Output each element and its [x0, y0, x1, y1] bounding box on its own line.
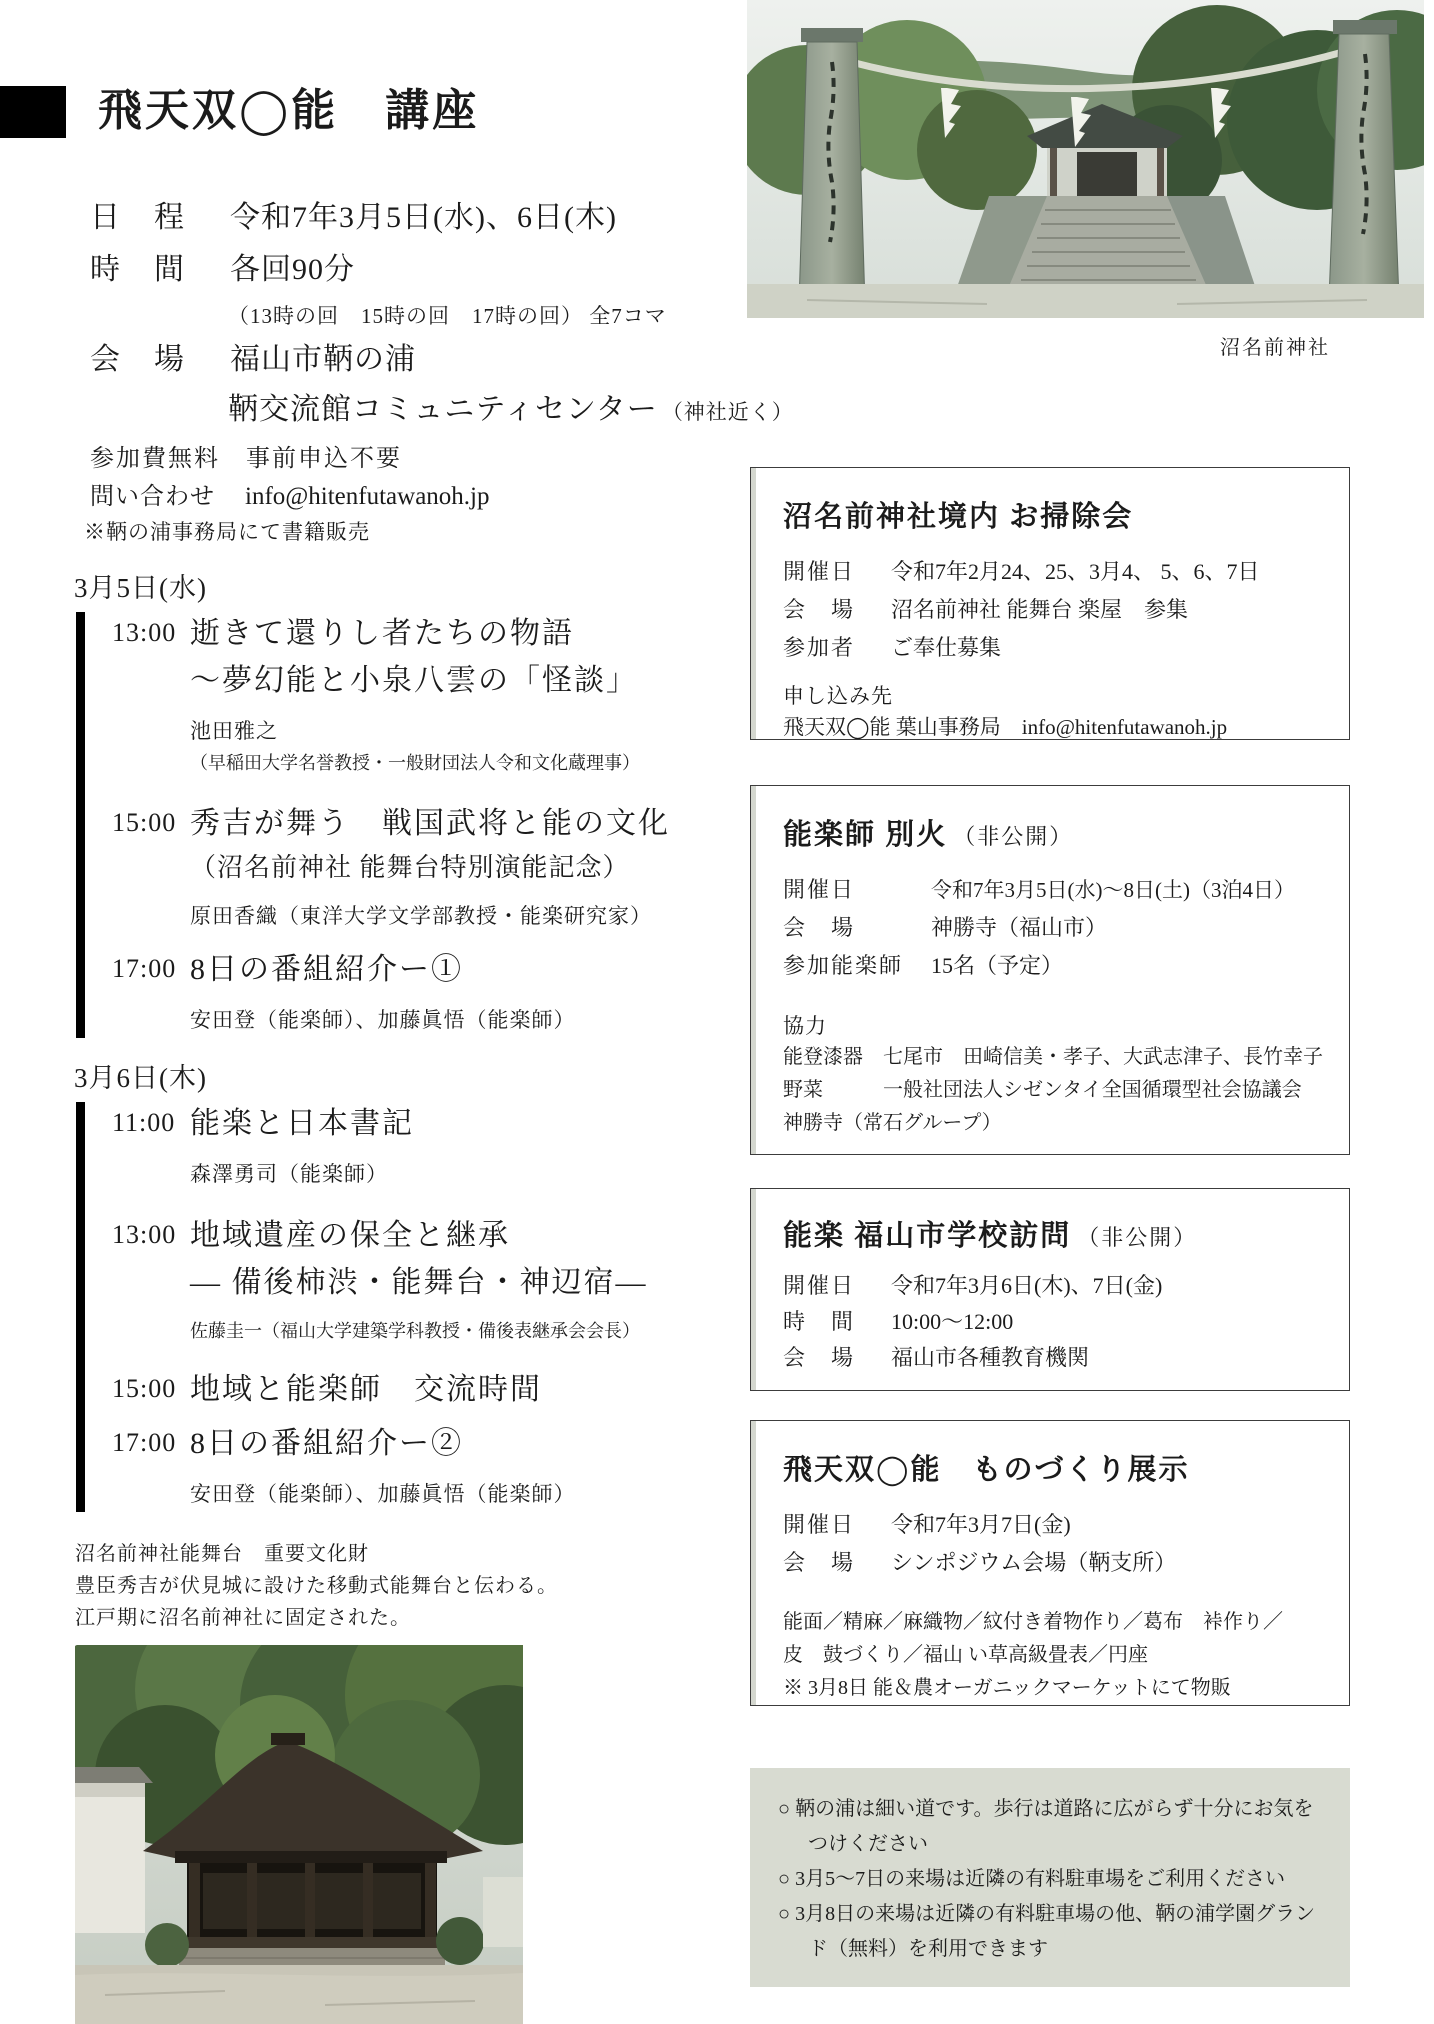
- row-label: 会 場: [783, 1550, 856, 1575]
- contact-row: [90, 476, 490, 511]
- coop-line: 能登漆器 七尾市 田崎信美・孝子、大武志津子、長竹幸子: [783, 1046, 1323, 1068]
- note-item: ○ 3月8日の来場は近隣の有料駐車場の他、鞆の浦学園グランド（無料）を利用できます: [778, 1903, 1316, 1960]
- exhibit-items-line: 能面／精麻／麻織物／紋付き着物作り／葛布 裃作り／: [783, 1611, 1283, 1633]
- exhibit-items-line: 皮 鼓づくり／福山 い草高級畳表／円座: [783, 1644, 1148, 1666]
- event-speaker: 原田香織（東洋大学文学部教授・能楽研究家）: [190, 904, 652, 928]
- time-label: 時 間: [90, 253, 186, 286]
- event-title: 8日の番組紹介ー②: [190, 1427, 463, 1460]
- note-item: ○ 3月5～7日の来場は近隣の有料駐車場をご利用ください: [778, 1868, 1286, 1890]
- row-value: 沼名前神社 能舞台 楽屋 参集: [891, 597, 1189, 622]
- row-label: 参加者: [783, 635, 856, 660]
- venue-row: [90, 334, 416, 378]
- row-label: 会 場: [783, 915, 856, 940]
- row-value: シンポジウム会場（鞆支所）: [891, 1550, 1177, 1575]
- event-d2-1100: [112, 1100, 692, 1189]
- box-row: [783, 553, 1325, 591]
- box-bekka: [750, 785, 1350, 1155]
- coop-label: 協力: [783, 1014, 827, 1038]
- event-time: 17:00: [112, 954, 177, 983]
- box-row: [783, 1544, 1325, 1582]
- row-label: 参加能楽師: [783, 953, 904, 978]
- shrine-photo: [747, 0, 1424, 318]
- event-d1-1300: [112, 610, 692, 776]
- row-label: 開催日: [783, 1273, 856, 1298]
- event-speaker-affiliation: （早稲田大学名誉教授・一般財団法人令和文化蔵理事）: [190, 753, 640, 773]
- contact-label: 問い合わせ: [90, 484, 215, 510]
- box-row: [783, 629, 1325, 667]
- box-row: [783, 871, 1325, 909]
- market-note: ※ 3月8日 能＆農オーガニックマーケットにて物販: [783, 1677, 1231, 1699]
- shrine-illustration: [747, 0, 1424, 318]
- row-label: 時 間: [783, 1309, 856, 1334]
- row-value: 令和7年3月7日(金): [891, 1512, 1071, 1537]
- row-label: 開催日: [783, 559, 856, 584]
- stage-note-line2: 豊臣秀吉が伏見城に設けた移動式能舞台と伝わる。: [75, 1575, 558, 1597]
- venue-line2-row: [228, 384, 794, 428]
- box-heading: [783, 812, 1325, 853]
- box-heading-note: （非公開）: [953, 824, 1074, 849]
- time-value: 各回90分: [230, 253, 355, 286]
- box-heading-text: 能楽師 別火: [783, 819, 948, 851]
- event-speaker: 安田登（能楽師）、加藤眞悟（能楽師）: [190, 1482, 576, 1506]
- day2-bar: [76, 1102, 85, 1512]
- stage-note-line1: 沼名前神社能舞台 重要文化財: [75, 1543, 369, 1565]
- row-value: 令和7年3月6日(木)、7日(金): [891, 1273, 1163, 1298]
- box-row: [783, 591, 1325, 629]
- event-time: 13:00: [112, 618, 177, 647]
- note-item: ○ 鞆の浦は細い道です。歩行は道路に広がらず十分にお気をつけください: [778, 1798, 1314, 1855]
- box-row: [783, 1506, 1325, 1544]
- event-speaker: 池田雅之: [190, 719, 278, 743]
- box-row: [783, 1340, 1325, 1376]
- box-craft-exhibition: [750, 1420, 1350, 1706]
- event-title: 地域と能楽師 交流時間: [190, 1373, 542, 1406]
- row-label: 開催日: [783, 1512, 856, 1537]
- event-time: 11:00: [112, 1108, 176, 1137]
- fee-line: 参加費無料 事前申込不要: [90, 446, 402, 472]
- event-title: 地域遺産の保全と継承: [190, 1219, 510, 1252]
- box-heading: 沼名前神社境内 お掃除会: [783, 501, 1134, 533]
- schedule-value: 令和7年3月5日(水)、6日(木): [230, 201, 617, 234]
- box-row: [783, 947, 1325, 985]
- torii-pillar-left: [799, 28, 865, 305]
- venue-line2: 鞆交流館コミュニティセンター: [228, 393, 658, 426]
- row-value: 15名（予定）: [931, 953, 1064, 978]
- event-subtitle: （沼名前神社 能舞台特別演能記念）: [190, 853, 630, 882]
- event-title: 逝きて還りし者たちの物語: [190, 617, 574, 650]
- box-heading: [783, 1213, 1325, 1254]
- event-d2-1300: [112, 1212, 692, 1344]
- event-d1-1700: [112, 946, 692, 1035]
- day2-header: 3月6日(木): [74, 1063, 207, 1093]
- visitor-notes-box: [750, 1768, 1350, 1987]
- venue-label: 会 場: [90, 343, 186, 376]
- event-title: 秀吉が舞う 戦国武将と能の文化: [190, 807, 670, 840]
- box-cleaning-event: [750, 467, 1350, 740]
- day1-header: 3月5日(水): [74, 573, 207, 603]
- stage-note: [75, 1538, 558, 1634]
- book-sale-note: ※鞆の浦事務局にて書籍販売: [84, 520, 370, 544]
- box-heading-text: 能楽 福山市学校訪問: [783, 1220, 1072, 1252]
- event-title-line2: ～夢幻能と小泉八雲の「怪談」: [190, 664, 638, 697]
- row-label: 会 場: [783, 1345, 856, 1370]
- day1-bar: [76, 612, 85, 1038]
- noh-stage-photo: [75, 1645, 523, 2024]
- event-time: 17:00: [112, 1428, 177, 1457]
- row-value: 神勝寺（福山市）: [931, 915, 1108, 940]
- apply-label: 申し込み先: [783, 684, 893, 708]
- row-value: 福山市各種教育機関: [891, 1345, 1090, 1370]
- torii-pillar-right: [1329, 20, 1399, 300]
- box-row: [783, 1304, 1325, 1340]
- apply-contact: 飛天双◯能 葉山事務局 info@hitenfutawanoh.jp: [783, 715, 1228, 739]
- row-value: ご奉仕募集: [891, 635, 1002, 660]
- row-label: 開催日: [783, 877, 856, 902]
- event-speaker: 佐藤圭一（福山大学建築学科教授・備後表継承会会長）: [190, 1321, 640, 1341]
- row-value: 令和7年2月24、25、3月4、 5、6、7日: [891, 559, 1260, 584]
- box-row: [783, 1268, 1325, 1304]
- event-d1-1500: [112, 800, 692, 931]
- event-time: 15:00: [112, 1374, 177, 1403]
- event-time: 13:00: [112, 1220, 177, 1249]
- schedule-row: [90, 192, 617, 236]
- row-value: 令和7年3月5日(水)～8日(土)（3泊4日）: [931, 878, 1295, 902]
- event-title: 能楽と日本書記: [190, 1107, 414, 1140]
- contact-email: info@hitenfutawanoh.jp: [245, 483, 490, 510]
- schedule-label: 日 程: [90, 201, 186, 234]
- box-heading: 飛天双◯能 ものづくり展示: [783, 1454, 1190, 1486]
- box-heading-note: （非公開）: [1077, 1225, 1198, 1250]
- time-note: （13時の回 15時の回 17時の回） 全7コマ: [228, 304, 667, 328]
- venue-value: 福山市鞆の浦: [230, 343, 416, 376]
- event-title-line2: ― 備後柿渋・能舞台・神辺宿―: [190, 1266, 648, 1299]
- event-d2-1500: [112, 1366, 692, 1413]
- time-row: [90, 244, 355, 288]
- box-school-visit: [750, 1188, 1350, 1391]
- row-value: 10:00～12:00: [891, 1309, 1014, 1334]
- event-d2-1700: [112, 1420, 692, 1509]
- event-time: 15:00: [112, 808, 177, 837]
- event-speaker: 安田登（能楽師）、加藤眞悟（能楽師）: [190, 1008, 576, 1032]
- box-row: [783, 909, 1325, 947]
- row-label: 会 場: [783, 597, 856, 622]
- stage-note-line3: 江戸期に沼名前神社に固定された。: [75, 1607, 411, 1629]
- coop-line: 神勝寺（常石グループ）: [783, 1112, 1002, 1134]
- venue-note: （神社近く）: [661, 400, 794, 424]
- event-speaker: 森澤勇司（能楽師）: [190, 1162, 388, 1186]
- corner-mark: [0, 86, 66, 138]
- event-title: 8日の番組紹介ー①: [190, 953, 463, 986]
- page-title: 飛天双◯能 講座: [98, 86, 480, 135]
- coop-line: 野菜 一般社団法人シゼンタイ全国循環型社会協議会: [783, 1079, 1302, 1101]
- photo-caption: 沼名前神社: [1220, 337, 1330, 359]
- noh-stage-illustration: [75, 1645, 523, 2024]
